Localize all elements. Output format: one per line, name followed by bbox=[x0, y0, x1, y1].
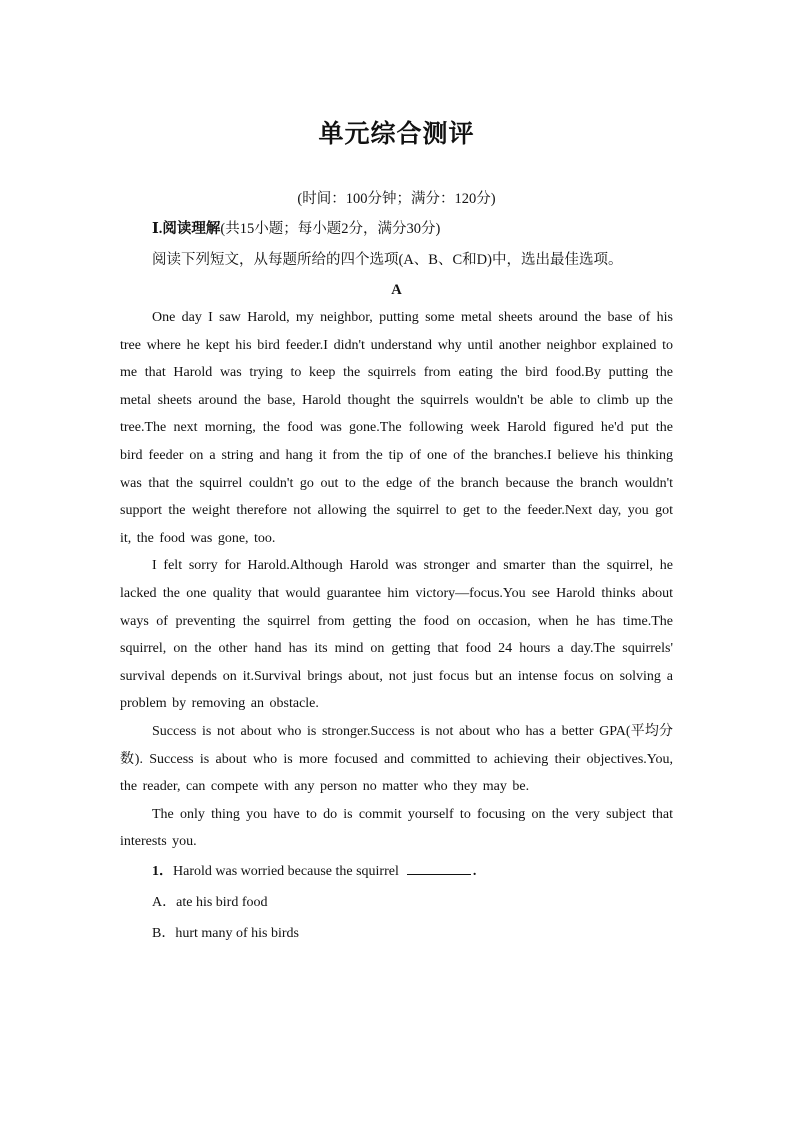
exam-meta: (时间：100分钟；满分：120分) bbox=[297, 191, 496, 207]
section-heading bbox=[120, 214, 673, 245]
question-stem: Harold was worried because the squirrel bbox=[173, 863, 399, 879]
passage-paragraph-2: I felt sorry for Harold.Although Harold was stronger and smarter than the squirrel, he lacked the one quality that would guarantee him victory—focus.You see Harold thinks about ways of preventing the squirrel from getting the food on occasion, when he has time.The squirrel, on the other hand has its mind on getting that food 24 hours a day.The squirrels' survival depends on it.Survival brings about, not just focus but an intense focus on solving a problem by removing an obstacle. bbox=[120, 558, 673, 712]
option-text: ate his bird food bbox=[176, 894, 268, 910]
option-letter: B． bbox=[152, 925, 176, 941]
option-a[interactable] bbox=[120, 887, 673, 918]
option-letter: A． bbox=[152, 894, 177, 910]
question-1 bbox=[120, 856, 673, 887]
page-title: 单元综合测评 bbox=[318, 119, 475, 148]
option-b[interactable] bbox=[120, 918, 673, 949]
option-text: hurt many of his birds bbox=[175, 925, 299, 941]
passage-paragraph-1: One day I saw Harold, my neighbor, putting some metal sheets around the base of his tree where he kept his bird feeder.I didn't understand why until another neighbor explained to me that Harold was trying to keep the squirrels from eating the bird food.By putting the metal sheets around the base, Harold thought the squirrels wouldn't be able to climb up the tree.The next morning, the food was gone.The following week Harold figured he'd put the bird feeder on a string and hang it from the tip of one of the branches.I believe his thinking was that the squirrel couldn't go out to the edge of the branch because the branch wouldn't support the weight therefore not allowing the squirrel to get to the feeder.Next day, you got it, the food was gone, too. bbox=[120, 310, 673, 546]
question-end: . bbox=[472, 863, 477, 879]
section-heading-detail: (共15小题；每小题2分，满分30分) bbox=[220, 221, 441, 237]
passage-paragraph-4: The only thing you have to do is commit yourself to focusing on the very subject that interests you. bbox=[120, 806, 673, 850]
document-page bbox=[120, 110, 673, 949]
passage-paragraph-3: Success is not about who is stronger.Success is not about who has a better GPA(平均分数). Success is about who is more focused and committed to achieving their objectives.You, the reader, can compete with any person no matter who they may be. bbox=[120, 723, 673, 795]
answer-blank bbox=[407, 860, 471, 875]
instruction: 阅读下列短文，从每题所给的四个选项(A、B、C和D)中，选出最佳选项。 bbox=[152, 252, 623, 268]
passage-label: A bbox=[391, 282, 402, 298]
section-heading-label: Ⅰ.阅读理解 bbox=[152, 221, 221, 237]
question-number: 1． bbox=[152, 863, 173, 879]
